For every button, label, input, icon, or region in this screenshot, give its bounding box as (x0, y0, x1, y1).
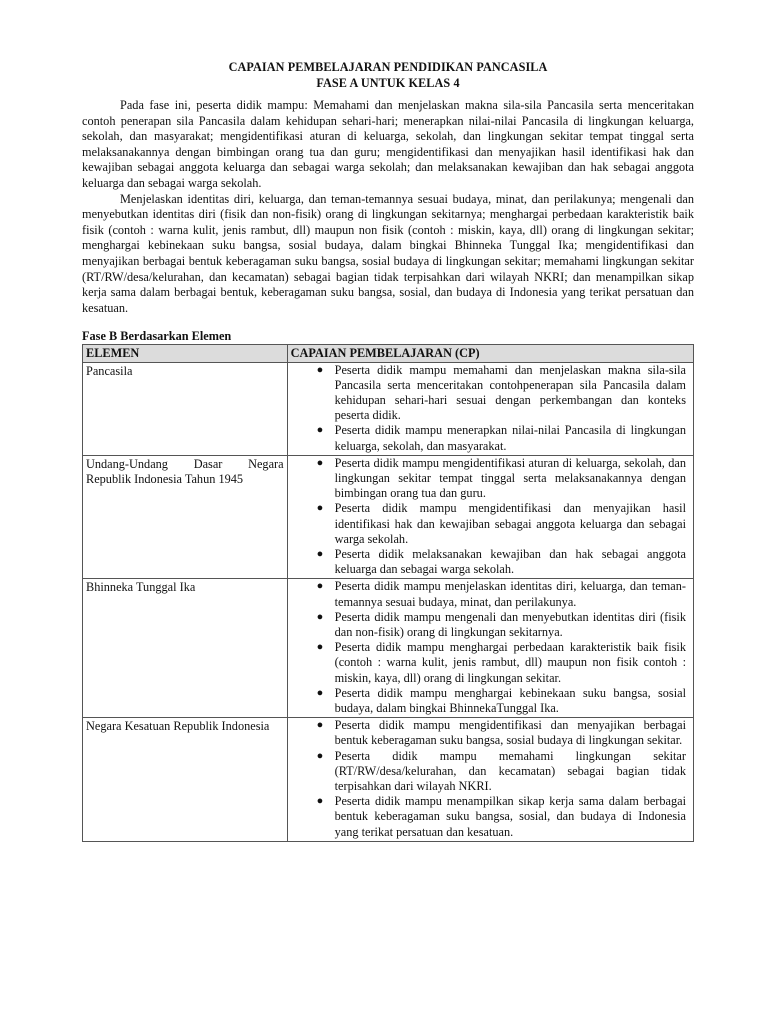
bullet-icon: ● (316, 502, 324, 515)
cp-item: ● Peserta didik mampu menampilkan sikap kerja sama dalam berbagai bentuk keberagaman suku bangsa, sosial, dan budaya di Indonesia yang terikat persatuan dan kesatuan. (316, 794, 686, 839)
cp-list (291, 363, 690, 455)
cp-item: ● Peserta didik melaksanakan kewajiban dan hak sebagai anggota keluarga dan sebagai warga sekolah. (316, 546, 686, 577)
cp-item: ● Peserta didik mampu memahami dan menjelaskan makna sila-sila Pancasila serta menceritakan contohpenerapan sila Pancasila dalam kehidupan sehari-hari sesuai dengan perkembangan dan konteks peserta didik. (316, 362, 686, 423)
document-page (82, 52, 694, 842)
bullet-icon: ● (316, 363, 324, 376)
cp-list (291, 456, 690, 579)
table-row (83, 718, 694, 842)
bullet-icon: ● (316, 749, 324, 762)
bullet-icon: ● (316, 719, 324, 732)
intro-paragraph-2: Menjelaskan identitas diri, keluarga, dan teman-temannya sesuai budaya, minat, dan perilakunya; mengenali dan menyebutkan identitas diri (fisik dan non-fisik) orang di lingkungan sekitarnya; menghargai perbedaan karakteristik baik fisik (contoh : warna kulit, jenis rambut, dll) maupun non fisik (contoh : miskin, kaya, dll) orang di lingkungan sekitar; menghargai kebinekaan suku bangsa, sosial budaya, dalam bingkai Bhinneka Tunggal Ika; mengidentifikasi dan menyajikan berbagai bentuk keberagaman suku bangsa, sosial budaya di lingkungan sekitar; memahami lingkungan sekitar (RT/RW/desa/kelurahan, dan kecamatan) sebagai bagian tidak terpisahkan dari wilayah NKRI; dan menampilkan sikap kerja sama dalam berbagai bentuk, keberagaman suku bangsa, sosial, dan budaya di Indonesia yang terikat persatuan dan kesatuan. (82, 191, 694, 315)
section-heading: Fase B Berdasarkan Elemen (82, 329, 232, 344)
bullet-icon: ● (316, 580, 324, 593)
cp-item: ● Peserta didik mampu memahami lingkungan sekitar (RT/RW/desa/kelurahan, dan kecamatan) sebagai bagian tidak terpisahkan dari wilayah NKRI. (316, 748, 686, 793)
header-elemen: ELEMEN (83, 345, 288, 362)
header-cp: CAPAIAN PEMBELAJARAN (CP) (287, 345, 693, 362)
elemen-cell: Bhinneka Tunggal Ika (83, 579, 288, 718)
cp-item: ● Peserta didik mampu menerapkan nilai-nilai Pancasila di lingkungan keluarga, sekolah, dan masyarakat. (316, 423, 686, 453)
cp-item: ● Peserta didik mampu mengidentifikasi dan menyajikan berbagai bentuk keberagaman suku bangsa, sosial budaya di lingkungan sekitar. (316, 718, 686, 748)
elemen-cell: Negara Kesatuan Republik Indonesia (83, 718, 288, 842)
table-row (83, 579, 694, 718)
cp-cell (287, 579, 693, 718)
bullet-icon: ● (316, 610, 324, 623)
document-title: CAPAIAN PEMBELAJARAN PENDIDIKAN PANCASILA (228, 60, 548, 74)
bullet-icon: ● (316, 686, 324, 699)
cp-item: ● Peserta didik mampu menghargai kebinekaan suku bangsa, sosial budaya, dalam bingkai BhinnekaTunggal Ika. (316, 685, 686, 715)
cp-list (291, 579, 690, 717)
cp-item: ● Peserta didik mampu mengidentifikasi aturan di keluarga, sekolah, dan lingkungan sekitar tempat tinggal serta melaksanakannya dengan bimbingan orang tua dan guru. (316, 455, 686, 501)
bullet-icon: ● (316, 641, 324, 654)
table-row (83, 362, 694, 455)
cp-item: ● Peserta didik mampu menghargai perbedaan karakteristik baik fisik (contoh : warna kulit, jenis rambut, dll) maupun non fisik contoh : miskin, kaya, dll) orang di lingkungan sekitar. (316, 640, 686, 685)
cp-list (291, 718, 690, 841)
elemen-table (82, 344, 694, 842)
bullet-icon: ● (316, 547, 324, 560)
elemen-cell: Pancasila (83, 362, 288, 455)
bullet-icon: ● (316, 456, 324, 469)
table-header-row (83, 345, 694, 362)
cp-item: ● Peserta didik mampu mengidentifikasi dan menyajikan hasil identifikasi hak dan kewajiban sebagai anggota keluarga dan sebagai warga sekolah. (316, 501, 686, 546)
cp-cell (287, 362, 693, 455)
bullet-icon: ● (316, 424, 324, 437)
cp-cell (287, 718, 693, 842)
cp-item: ● Peserta didik mampu menjelaskan identitas diri, keluarga, dan teman-temannya sesuai budaya, minat, dan perilakunya. (316, 579, 686, 609)
cp-cell (287, 455, 693, 579)
document-subtitle: FASE A UNTUK KELAS 4 (316, 76, 460, 90)
intro-paragraph-1: Pada fase ini, peserta didik mampu: Memahami dan menjelaskan makna sila-sila Pancasila serta menceritakan contoh penerapan sila Pancasila dalam kehidupan sehari-hari; menerapkan nilai-nilai Pancasila di lingkungan keluarga, sekolah, dan masyarakat; mengidentifikasi aturan di keluarga, sekolah, dan lingkungan sekitar tempat tinggal serta melaksanakannya dengan bimbingan orang tua dan guru; mengidentifikasi dan menyajikan hasil identifikasi hak dan kewajiban sebagai anggota keluarga dan sebagai warga sekolah; dan melaksanakan kewajiban dan hak sebagai anggota keluarga dan sebagai warga sekolah. (82, 98, 694, 190)
cp-item: ● Peserta didik mampu mengenali dan menyebutkan identitas diri (fisik dan non-fisik) orang di lingkungan sekitarnya. (316, 609, 686, 639)
elemen-cell: Undang-Undang Dasar Negara Republik Indonesia Tahun 1945 (83, 455, 288, 579)
bullet-icon: ● (316, 795, 324, 808)
title-block (82, 59, 694, 91)
table-row (83, 455, 694, 579)
